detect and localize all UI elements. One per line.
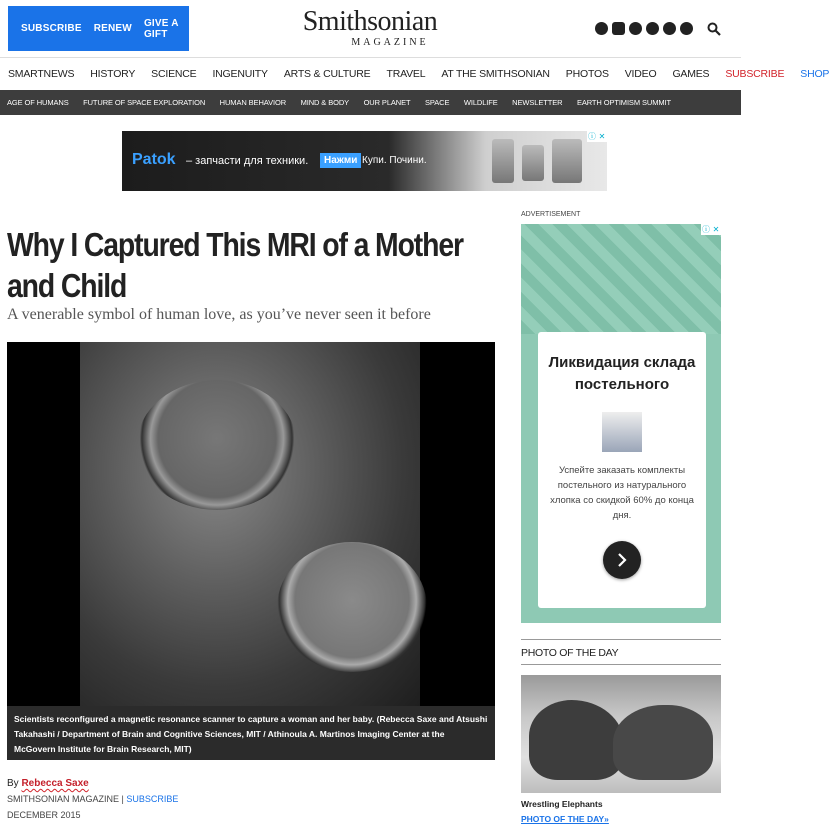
banner-ad-button[interactable]: Нажми <box>320 153 361 168</box>
ad-close-icon[interactable]: ✕ <box>712 225 720 234</box>
byline <box>7 778 89 789</box>
sidebar-ad[interactable] <box>521 224 721 623</box>
ad-choices[interactable] <box>701 224 721 235</box>
byline-prefix: By <box>7 778 19 789</box>
ad-info-icon[interactable]: ⓘ <box>702 225 710 234</box>
nav-arts-culture[interactable]: ARTS & CULTURE <box>283 68 371 80</box>
subnav-earth-optimism[interactable]: EARTH OPTIMISM SUMMIT <box>576 98 671 107</box>
promo-subscribe-link[interactable]: SUBSCRIBE <box>21 23 82 34</box>
subnav-age-of-humans[interactable]: AGE OF HUMANS <box>7 98 69 107</box>
subnav-newsletter[interactable]: NEWSLETTER <box>512 98 563 107</box>
article-dek: A venerable symbol of human love, as you’ve never seen it before <box>7 306 431 323</box>
logo-subtitle: MAGAZINE <box>351 37 429 48</box>
nav-travel[interactable]: TRAVEL <box>386 68 426 80</box>
photo-of-the-day-link[interactable]: PHOTO OF THE DAY» <box>521 814 609 824</box>
ad-info-icon[interactable]: ⓘ <box>588 132 596 141</box>
sidebar-ad-thumbnail <box>602 412 642 452</box>
promo-renew-link[interactable]: RENEW <box>93 23 132 34</box>
search-icon[interactable] <box>707 22 721 36</box>
nav-history[interactable]: HISTORY <box>90 68 136 80</box>
nav-smartnews[interactable]: SMARTNEWS <box>8 68 75 80</box>
ad-close-icon[interactable]: ✕ <box>598 132 606 141</box>
site-logo[interactable] <box>300 8 440 48</box>
subnav-wildlife[interactable]: WILDLIFE <box>463 98 498 107</box>
subnav-mind-body[interactable]: MIND & BODY <box>300 98 350 107</box>
divider <box>521 639 721 640</box>
publication-line <box>7 794 178 804</box>
photo-of-the-day-caption: Wrestling Elephants <box>521 799 603 809</box>
banner-ad-product-image <box>492 139 514 183</box>
elephant-shape <box>613 705 713 780</box>
main-navigation <box>0 58 829 90</box>
subnav-human-behavior[interactable]: HUMAN BEHAVIOR <box>219 98 287 107</box>
mri-child-head <box>277 542 427 672</box>
nav-subscribe[interactable]: SUBSCRIBE <box>725 68 785 80</box>
pinterest-icon[interactable] <box>629 22 642 35</box>
promo-box <box>8 6 189 51</box>
publication-date: DECEMBER 2015 <box>7 810 81 820</box>
banner-ad-product-image <box>552 139 582 183</box>
twitter-icon[interactable] <box>646 22 659 35</box>
nav-shop[interactable]: SHOP <box>800 68 829 80</box>
photo-of-the-day-image[interactable] <box>521 675 721 793</box>
nav-ingenuity[interactable]: INGENUITY <box>212 68 268 80</box>
sidebar-ad-card <box>538 332 706 608</box>
hero-image-caption: Scientists reconfigured a magnetic resonance scanner to capture a woman and her baby. (Rebecca Saxe and Atsushi Takahashi / Department of Brain and Cognitive Sciences, MIT / Athinoula A. Martinos Imaging Center at the McGovern Institute for Brain Research, MIT) <box>7 706 495 760</box>
nav-games[interactable]: GAMES <box>672 68 710 80</box>
subnav-future-space[interactable]: FUTURE OF SPACE EXPLORATION <box>83 98 206 107</box>
sidebar-ad-label: ADVERTISEMENT <box>521 211 581 218</box>
nav-photos[interactable]: PHOTOS <box>565 68 609 80</box>
banner-ad-text-2: Купи. Почини. <box>362 155 427 166</box>
banner-ad-product-image <box>522 145 544 181</box>
chevron-right-icon[interactable] <box>603 541 641 579</box>
promo-gift-link[interactable]: GIVE A GIFT <box>143 17 179 40</box>
sidebar-ad-title: Ликвидация склада постельного <box>548 354 696 393</box>
social-links <box>595 22 693 35</box>
photo-of-the-day-heading: PHOTO OF THE DAY <box>521 647 619 659</box>
banner-ad-text: – запчасти для техники. <box>186 155 309 167</box>
publication-subscribe-link[interactable]: SUBSCRIBE <box>126 794 179 804</box>
elephant-shape <box>529 700 624 780</box>
nav-at-the-smithsonian[interactable]: AT THE SMITHSONIAN <box>441 68 550 80</box>
banner-ad-brand: Patok <box>132 151 176 168</box>
mri-mother-head <box>137 380 297 510</box>
nav-video[interactable]: VIDEO <box>624 68 657 80</box>
email-icon[interactable] <box>680 22 693 35</box>
sub-navigation <box>0 90 741 115</box>
banner-ad[interactable] <box>122 131 607 191</box>
subnav-space[interactable]: SPACE <box>425 98 450 107</box>
divider <box>521 664 721 665</box>
hero-image[interactable] <box>7 342 495 760</box>
subnav-our-planet[interactable]: OUR PLANET <box>363 98 411 107</box>
google-plus-icon[interactable] <box>663 22 676 35</box>
sidebar-ad-body: Успейте заказать комплекты постельного из натурального хлопка со скидкой 60% до конца дня. <box>550 465 694 521</box>
facebook-icon[interactable] <box>595 22 608 35</box>
nav-science[interactable]: SCIENCE <box>151 68 197 80</box>
site-header <box>0 0 741 58</box>
sidebar-ad-image <box>521 224 721 334</box>
publication-name: SMITHSONIAN MAGAZINE | <box>7 794 124 804</box>
instagram-icon[interactable] <box>612 22 625 35</box>
article-headline: Why I Captured This MRI of a Mother and Child <box>7 226 463 304</box>
author-link[interactable]: Rebecca Saxe <box>21 778 89 789</box>
ad-choices[interactable] <box>587 131 607 142</box>
logo-wordmark: Smithsonian <box>302 6 438 37</box>
